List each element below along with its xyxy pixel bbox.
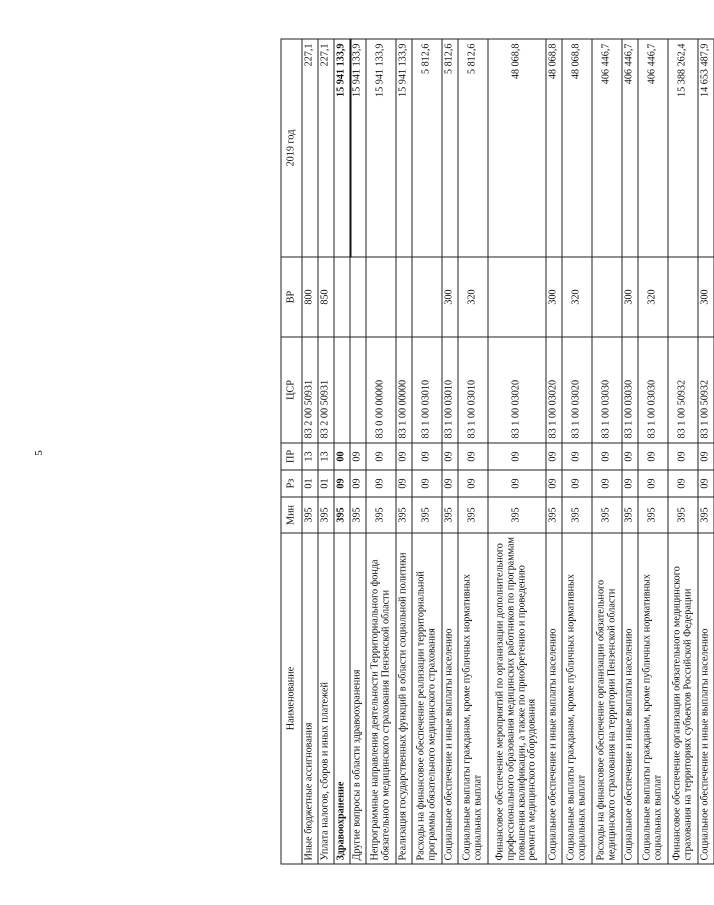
cell-pr: 09 (488, 443, 546, 470)
cell-pr: 09 (350, 443, 366, 470)
table-row (302, 39, 318, 864)
cell-vr (592, 257, 622, 337)
cell-min: 395 (638, 497, 668, 533)
header-csr: ЦСР (281, 337, 302, 443)
cell-rz: 09 (562, 470, 592, 497)
cell-vr: 320 (458, 257, 488, 337)
cell-min: 395 (668, 497, 698, 533)
cell-min: 395 (458, 497, 488, 533)
cell-vr: 800 (302, 257, 318, 337)
table-row (592, 39, 622, 864)
cell-amount: 15 941 133,9 (366, 39, 396, 257)
cell-name: Расходы на финансовое обеспечение организации обязательного медицинского страхования на территории Пензенской области (592, 533, 622, 864)
cell-name: Социальные выплаты гражданам, кроме публичных нормативных социальных выплат (638, 533, 668, 864)
cell-name: Социальные выплаты гражданам, кроме публичных нормативных социальных выплат (562, 533, 592, 864)
cell-csr: 83 1 00 03010 (442, 337, 458, 443)
header-pr: ПР (281, 443, 302, 470)
cell-name: Социальные выплаты гражданам, кроме публичных нормативных социальных выплат (458, 533, 488, 864)
cell-name: Социальное обеспечение и иные выплаты населению (546, 533, 562, 864)
header-vr: ВР (281, 257, 302, 337)
cell-pr: 09 (622, 443, 638, 470)
cell-name: Социальное обеспечение и иные выплаты населению (622, 533, 638, 864)
cell-name: Непрограммные направления деятельности Территориального фонда обязательного медицинского страхования Пензенской области (366, 533, 396, 864)
cell-pr: 09 (458, 443, 488, 470)
cell-amount: 48 068,8 (562, 39, 592, 257)
cell-amount: 15 388 262,4 (668, 39, 698, 257)
header-name: Наименование (281, 533, 302, 864)
cell-amount: 5 812,6 (442, 39, 458, 257)
cell-min: 395 (546, 497, 562, 533)
cell-pr: 09 (396, 443, 412, 470)
cell-pr: 09 (366, 443, 396, 470)
cell-vr (668, 257, 698, 337)
cell-name: Социальное обеспечение и иные выплаты населению (442, 533, 458, 864)
cell-min: 395 (350, 497, 366, 533)
page-number: 5 (32, 450, 45, 456)
cell-csr: 83 2 00 50931 (302, 337, 318, 443)
cell-vr: 320 (562, 257, 592, 337)
cell-csr: 83 1 00 50932 (668, 337, 698, 443)
cell-pr: 00 (334, 443, 350, 470)
rotated-table-container (280, 40, 711, 865)
cell-rz: 09 (668, 470, 698, 497)
cell-rz: 09 (396, 470, 412, 497)
cell-amount: 48 068,8 (488, 39, 546, 257)
cell-rz: 09 (592, 470, 622, 497)
table-header-row (281, 39, 302, 864)
cell-amount: 48 068,8 (546, 39, 562, 257)
cell-vr: 300 (442, 257, 458, 337)
table-row (350, 39, 366, 864)
cell-pr: 09 (638, 443, 668, 470)
cell-csr: 83 1 00 03020 (546, 337, 562, 443)
cell-name: Социальное обеспечение и иные выплаты населению (698, 533, 714, 864)
cell-rz: 09 (546, 470, 562, 497)
cell-pr: 09 (668, 443, 698, 470)
cell-min: 395 (592, 497, 622, 533)
cell-vr: 300 (622, 257, 638, 337)
table-row (366, 39, 396, 864)
cell-pr: 09 (412, 443, 442, 470)
cell-min: 395 (302, 497, 318, 533)
cell-vr: 850 (318, 257, 334, 337)
cell-csr: 83 1 00 03010 (412, 337, 442, 443)
table-row (442, 39, 458, 864)
cell-amount: 15 941 133,9 (396, 39, 412, 257)
table-row (668, 39, 698, 864)
table-row (546, 39, 562, 864)
cell-min: 395 (442, 497, 458, 533)
cell-amount: 5 812,6 (412, 39, 442, 257)
header-rz: Рз (281, 470, 302, 497)
cell-amount: 15 941 133,9 (350, 39, 366, 257)
cell-pr: 09 (562, 443, 592, 470)
cell-vr (350, 257, 366, 337)
table-row (638, 39, 668, 864)
cell-rz: 09 (488, 470, 546, 497)
cell-name: Финансовое обеспечение организации обязательного медицинского страхования на территориях субъектов Российской Федерации (668, 533, 698, 864)
cell-name: Реализация государственных функций в области социальной политики (396, 533, 412, 864)
cell-pr: 09 (546, 443, 562, 470)
cell-csr: 83 1 00 03020 (488, 337, 546, 443)
cell-name: Расходы на финансовое обеспечение реализации территориальной программы обязательного медицинского страхования (412, 533, 442, 864)
cell-amount: 227,1 (302, 39, 318, 257)
table-row (412, 39, 442, 864)
cell-csr: 83 1 00 03030 (622, 337, 638, 443)
cell-csr: 83 1 00 03010 (458, 337, 488, 443)
cell-rz: 09 (638, 470, 668, 497)
cell-vr (366, 257, 396, 337)
cell-csr: 83 1 00 03030 (638, 337, 668, 443)
cell-min: 395 (396, 497, 412, 533)
cell-rz: 09 (350, 470, 366, 497)
cell-csr: 83 2 00 50931 (318, 337, 334, 443)
cell-csr: 83 1 00 50932 (698, 337, 714, 443)
cell-pr: 09 (698, 443, 714, 470)
cell-amount: 406 446,7 (622, 39, 638, 257)
cell-name: Уплата налогов, сборов и иных платежей (318, 533, 334, 864)
cell-min: 395 (622, 497, 638, 533)
cell-pr: 09 (592, 443, 622, 470)
table-row (318, 39, 334, 864)
table-row (562, 39, 592, 864)
table-row (488, 39, 546, 864)
cell-vr (412, 257, 442, 337)
cell-rz: 09 (366, 470, 396, 497)
cell-pr: 13 (302, 443, 318, 470)
cell-rz: 09 (442, 470, 458, 497)
table-row (458, 39, 488, 864)
cell-pr: 13 (318, 443, 334, 470)
cell-amount: 15 941 133,9 (334, 39, 350, 257)
cell-amount: 14 653 487,9 (698, 39, 714, 257)
table-row (334, 39, 350, 864)
cell-vr (334, 257, 350, 337)
header-2019: 2019 год (281, 39, 302, 257)
cell-pr: 09 (442, 443, 458, 470)
cell-min: 395 (318, 497, 334, 533)
cell-csr: 83 1 00 03030 (592, 337, 622, 443)
cell-vr (396, 257, 412, 337)
cell-rz: 09 (458, 470, 488, 497)
table-row (622, 39, 638, 864)
cell-vr (488, 257, 546, 337)
cell-vr: 300 (546, 257, 562, 337)
cell-amount: 406 446,7 (638, 39, 668, 257)
cell-rz: 09 (334, 470, 350, 497)
cell-name: Финансовое обеспечение мероприятий по организации дополнительного профессионального образования медицинских работников по программам повышения квалификации, а также по приобретению и проведению ремонта медицинского оборудования (488, 533, 546, 864)
cell-min: 395 (698, 497, 714, 533)
cell-amount: 227,1 (318, 39, 334, 257)
cell-amount: 5 812,6 (458, 39, 488, 257)
cell-min: 395 (488, 497, 546, 533)
cell-rz: 09 (412, 470, 442, 497)
cell-csr: 83 1 00 03020 (562, 337, 592, 443)
cell-min: 395 (366, 497, 396, 533)
budget-table (280, 39, 714, 865)
cell-vr: 320 (638, 257, 668, 337)
cell-rz: 01 (318, 470, 334, 497)
cell-name: Иные бюджетные ассигнования (302, 533, 318, 864)
cell-rz: 09 (698, 470, 714, 497)
cell-csr (350, 337, 366, 443)
cell-name: Другие вопросы в области здравоохранения (350, 533, 366, 864)
cell-rz: 01 (302, 470, 318, 497)
cell-vr: 300 (698, 257, 714, 337)
table-row (396, 39, 412, 864)
table-row (698, 39, 714, 864)
cell-amount: 406 446,7 (592, 39, 622, 257)
cell-csr: 83 0 00 00000 (366, 337, 396, 443)
cell-csr: 83 1 00 00000 (396, 337, 412, 443)
cell-csr (334, 337, 350, 443)
header-min: Мин (281, 497, 302, 533)
cell-min: 395 (334, 497, 350, 533)
cell-min: 395 (412, 497, 442, 533)
cell-name: Здравоохранение (334, 533, 350, 864)
cell-min: 395 (562, 497, 592, 533)
cell-rz: 09 (622, 470, 638, 497)
